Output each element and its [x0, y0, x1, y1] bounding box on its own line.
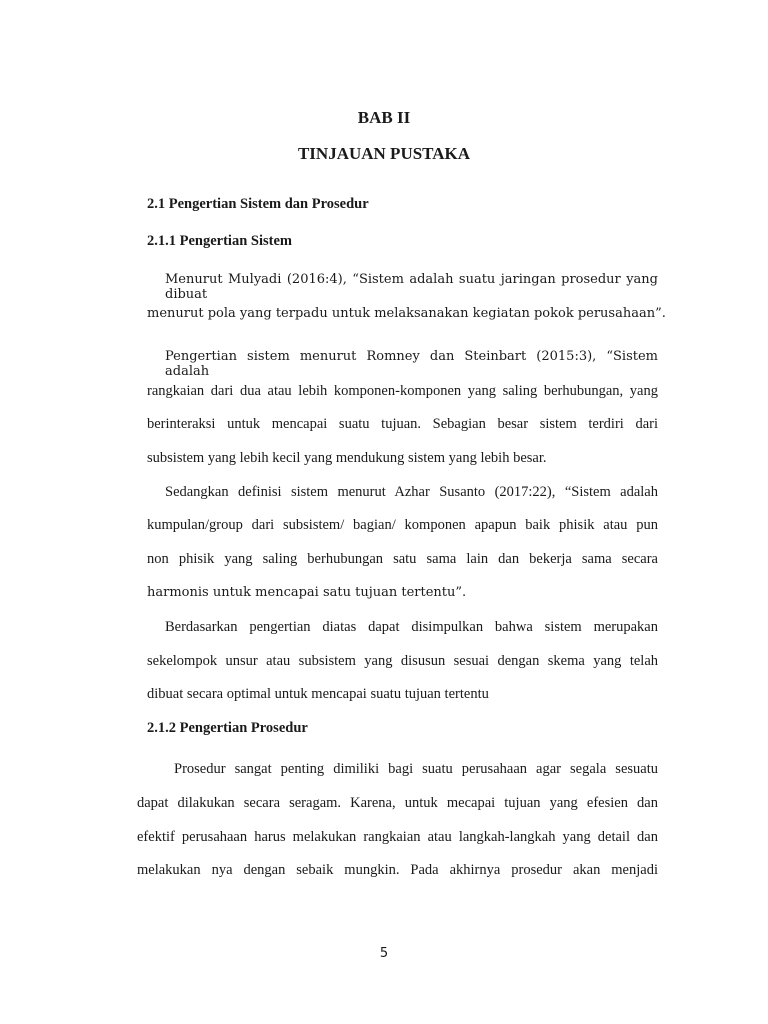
chapter-title: TINJAUAN PUSTAKA — [297, 144, 471, 163]
paragraph-line: Sedangkan definisi sistem menurut Azhar Susanto (2017:22), “Sistem adalah — [165, 484, 658, 500]
paragraph-line: efektif perusahaan harus melakukan rangkaian atau langkah-langkah yang detail dan — [137, 829, 658, 845]
paragraph-line: dapat dilakukan secara seragam. Karena, untuk mecapai tujuan yang efesien dan — [137, 795, 658, 811]
paragraph-line: berinteraksi untuk mencapai suatu tujuan. Sebagian besar sistem terdiri dari — [147, 416, 658, 432]
paragraph-line: dibuat secara optimal untuk mencapai suatu tujuan tertentu — [147, 686, 489, 702]
paragraph-line: rangkaian dari dua atau lebih komponen-komponen yang saling berhubungan, yang — [147, 383, 658, 399]
paragraph-line: Prosedur sangat penting dimiliki bagi suatu perusahaan agar segala sesuatu — [174, 761, 658, 777]
section-heading-2-1-2: 2.1.2 Pengertian Prosedur — [147, 720, 308, 736]
paragraph-line: Berdasarkan pengertian diatas dapat disimpulkan bahwa sistem merupakan — [165, 619, 658, 635]
paragraph-line: melakukan nya dengan sebaik mungkin. Pada akhirnya prosedur akan menjadi — [137, 862, 658, 878]
paragraph-line: non phisik yang saling berhubungan satu sama lain dan bekerja sama secara — [147, 551, 658, 567]
paragraph-line: subsistem yang lebih kecil yang mendukung sistem yang lebih besar. — [147, 450, 547, 466]
paragraph-line: menurut pola yang terpadu untuk melaksanakan kegiatan pokok perusahaan”. — [147, 306, 666, 321]
paragraph-line: Pengertian sistem menurut Romney dan Steinbart (2015:3), “Sistem adalah — [165, 349, 658, 379]
section-heading-2-1: 2.1 Pengertian Sistem dan Prosedur — [147, 196, 369, 212]
paragraph-line: kumpulan/group dari subsistem/ bagian/ komponen apapun baik phisik atau pun — [147, 517, 658, 533]
page-number: 5 — [379, 946, 389, 961]
section-heading-2-1-1: 2.1.1 Pengertian Sistem — [147, 233, 292, 249]
chapter-number: BAB II — [357, 108, 411, 127]
paragraph-line: sekelompok unsur atau subsistem yang disusun sesuai dengan skema yang telah — [147, 653, 658, 669]
paragraph-line: harmonis untuk mencapai satu tujuan tertentu”. — [147, 585, 467, 600]
paragraph-line: Menurut Mulyadi (2016:4), “Sistem adalah suatu jaringan prosedur yang dibuat — [165, 272, 658, 302]
